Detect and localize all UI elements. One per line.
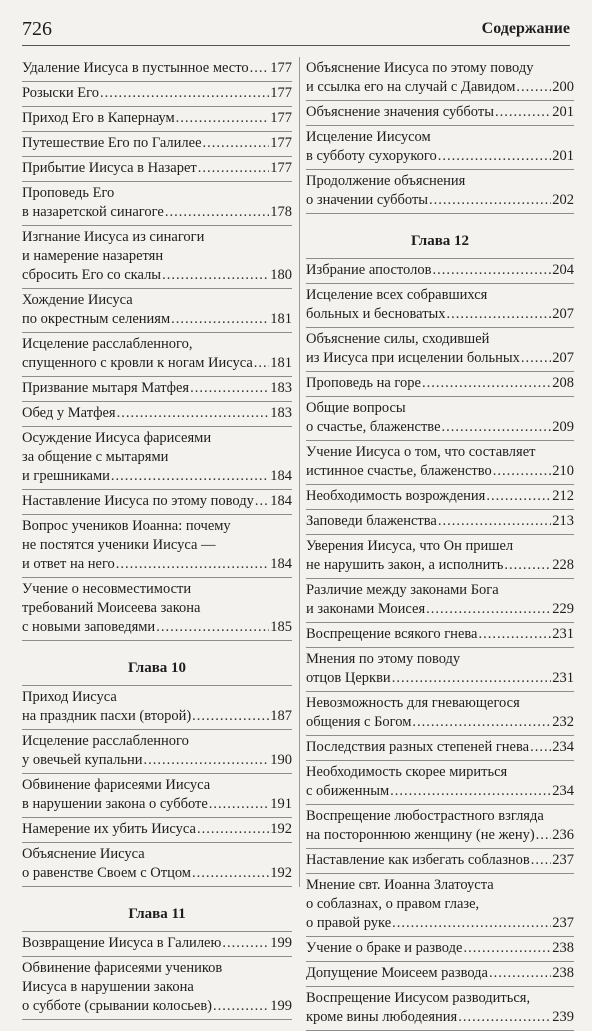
toc-entry-line: о соблазнах, о правом глазе, (306, 896, 480, 912)
dot-leader (197, 820, 269, 839)
toc-entry-line: Невозможность для гневающегося (306, 695, 520, 711)
toc-entry-line: у овечьей купальни (22, 752, 143, 768)
toc-page-number: 192 (270, 865, 292, 881)
toc-entry-line: с новыми заповедями (22, 619, 156, 635)
toc-entry-last-line (22, 134, 292, 153)
toc-entry-last-line (22, 618, 292, 637)
section-title: Содержание (481, 20, 570, 37)
toc-entry-line: и грешниками (22, 468, 110, 484)
toc-entry-line: Изгнание Иисуса из синагоги (22, 229, 205, 245)
toc-entry-last-line (306, 939, 574, 958)
toc-entry-line: требований Моисеева закона (22, 600, 201, 616)
dot-leader (392, 914, 551, 933)
chapter-heading: Глава 12 (306, 214, 574, 259)
dot-leader (516, 78, 551, 97)
dot-leader (458, 1008, 551, 1027)
toc-page-number: 212 (552, 488, 574, 504)
toc-page-number: 237 (552, 915, 574, 931)
toc-entry-line: Осуждение Иисуса фарисеями (22, 430, 212, 446)
toc-entry-line: Намерение их убить Иисуса (22, 821, 196, 837)
toc-entry-last-line (22, 404, 292, 423)
toc-entry (22, 843, 292, 887)
toc-entry (306, 962, 574, 987)
toc-entry-line: Прибытие Иисуса в Назарет (22, 160, 197, 176)
toc-entry (22, 333, 292, 377)
toc-entry-last-line (306, 261, 574, 280)
toc-entry-line: в субботу сухорукого (306, 148, 437, 164)
dot-leader (143, 751, 269, 770)
dot-leader (198, 159, 270, 178)
toc-entry-line: Хождение Иисуса (22, 292, 133, 308)
dot-leader (390, 782, 551, 801)
toc-page-number: 181 (270, 355, 292, 371)
toc-entry-line: с обиженным (306, 783, 390, 799)
toc-page-number: 208 (552, 375, 574, 391)
toc-page-number: 183 (270, 405, 292, 421)
toc-entry-last-line (306, 851, 574, 870)
toc-entry-line: Объяснение значения субботы (306, 104, 494, 120)
toc-entry-line: Уверения Иисуса, что Он пришел (306, 538, 514, 554)
toc-entry-line: Необходимость скорее мириться (306, 764, 508, 780)
toc-entry (306, 849, 574, 874)
toc-entry-line: о субботе (срывании колосьев) (22, 998, 213, 1014)
toc-entry (306, 736, 574, 761)
toc-page-number: 199 (270, 998, 292, 1014)
toc-entry (22, 226, 292, 289)
toc-page-number: 177 (270, 160, 292, 176)
toc-page-number: 191 (270, 796, 292, 812)
toc-entry (22, 957, 292, 1020)
dot-leader (495, 103, 551, 122)
header-rule (22, 45, 570, 46)
chapter-heading: Глава 10 (22, 641, 292, 686)
toc-page-number: 177 (270, 135, 292, 151)
toc-entry-line: истинное счастье, блаженство (306, 463, 492, 479)
dot-leader (117, 404, 270, 423)
toc-entry-line: и ссылка его на случай с Давидом (306, 79, 516, 95)
toc-entry-line: на постороннюю женщину (не жену) (306, 827, 535, 843)
toc-page-number: 231 (552, 670, 574, 686)
toc-entry-line: о равенстве Своем с Отцом (22, 865, 191, 881)
toc-entry (22, 730, 292, 774)
toc-entry (22, 932, 292, 957)
toc-entry (306, 874, 574, 937)
toc-page-number: 213 (552, 513, 574, 529)
toc-entry-line: не нарушить закон, а исполнить (306, 557, 504, 573)
toc-entry (22, 289, 292, 333)
toc-entry-line: Продолжение объяснения (306, 173, 466, 189)
toc-entry-line: Учение о браке и разводе (306, 940, 463, 956)
toc-entry-line: из Иисуса при исцелении больных (306, 350, 520, 366)
dot-leader (392, 669, 552, 688)
toc-entry-last-line (22, 820, 292, 839)
toc-right-column (306, 57, 574, 1031)
toc-entry (306, 485, 574, 510)
toc-entry (306, 328, 574, 372)
toc-entry-last-line (306, 625, 574, 644)
toc-entry-line: по окрестным селениям (22, 311, 171, 327)
toc-entry (22, 57, 292, 82)
toc-entry-line: за общение с мытарями (22, 449, 169, 465)
toc-entry-line: Приход Его в Капернаум (22, 110, 175, 126)
toc-entry-line: кроме вины любодеяния (306, 1009, 458, 1025)
toc-entry (306, 372, 574, 397)
toc-entry-last-line (306, 964, 574, 983)
dot-leader (530, 738, 551, 757)
dot-leader (426, 600, 551, 619)
toc-entry-last-line (306, 669, 574, 688)
toc-entry-last-line (306, 512, 574, 531)
dot-leader (255, 492, 269, 511)
toc-entry-line: Учение о несовместимости (22, 581, 192, 597)
dot-leader (203, 134, 270, 153)
toc-entry-line: Розыски Его (22, 85, 99, 101)
toc-entry-last-line (22, 59, 292, 78)
toc-entry (306, 101, 574, 126)
page-header (22, 14, 570, 44)
toc-page-number: 177 (270, 60, 292, 76)
toc-entry-line: Объяснение Иисуса по этому поводу (306, 60, 534, 76)
toc-page-number: 187 (270, 708, 292, 724)
toc-entry-last-line (306, 147, 574, 166)
toc-page-number: 231 (552, 626, 574, 642)
toc-page-number: 177 (270, 85, 292, 101)
toc-page-number: 229 (552, 601, 574, 617)
toc-entry-line: о правой руке (306, 915, 392, 931)
toc-page-number: 238 (552, 965, 574, 981)
toc-entry (306, 937, 574, 962)
toc-entry (22, 132, 292, 157)
dot-leader (156, 618, 269, 637)
toc-page-number: 234 (552, 783, 574, 799)
toc-entry-last-line (306, 826, 574, 845)
toc-entry-last-line (22, 159, 292, 178)
toc-entry-line: Воспрещение Иисусом разводиться, (306, 990, 531, 1006)
dot-leader (429, 191, 551, 210)
toc-entry-last-line (22, 354, 292, 373)
toc-entry-line: Учение Иисуса о том, что составляет (306, 444, 536, 460)
toc-entry (22, 182, 292, 226)
toc-entry-last-line (22, 467, 292, 486)
toc-entry-line: и намерение назаретян (22, 248, 164, 264)
toc-entry (22, 774, 292, 818)
toc-entry-last-line (22, 997, 292, 1016)
toc-entry (306, 623, 574, 648)
toc-entry-line: Наставление как избегать соблазнов (306, 852, 530, 868)
toc-entry-last-line (306, 782, 574, 801)
toc-entry (306, 987, 574, 1031)
toc-page-number: 201 (552, 148, 574, 164)
toc-entry-line: Проповедь на горе (306, 375, 421, 391)
toc-page-number: 201 (552, 104, 574, 120)
toc-page-number: 236 (552, 827, 574, 843)
toc-entry (22, 377, 292, 402)
dot-leader (250, 59, 270, 78)
dot-leader (521, 349, 551, 368)
toc-entry-last-line (22, 555, 292, 574)
toc-entry (306, 805, 574, 849)
toc-entry-line: Обвинение фарисеями Иисуса (22, 777, 211, 793)
page-number: 726 (22, 17, 52, 40)
toc-entry (22, 107, 292, 132)
toc-entry-last-line (306, 713, 574, 732)
toc-page-number: 238 (552, 940, 574, 956)
toc-entry-line: Избрание апостолов (306, 262, 432, 278)
toc-entry-last-line (22, 84, 292, 103)
toc-entry (22, 157, 292, 182)
toc-entry-last-line (22, 864, 292, 883)
dot-leader (432, 261, 551, 280)
toc-entry-line: спущенного с кровли к ногам Иисуса (22, 355, 253, 371)
toc-entry-last-line (306, 600, 574, 619)
toc-entry-line: о счастье, блаженстве (306, 419, 441, 435)
toc-entry-last-line (306, 487, 574, 506)
toc-entry (22, 578, 292, 641)
dot-leader (171, 310, 269, 329)
toc-entry-last-line (306, 103, 574, 122)
dot-leader (222, 934, 269, 953)
dot-leader (531, 851, 551, 870)
toc-entry-line: Проповедь Его (22, 185, 115, 201)
toc-entry-line: Наставление Иисуса по этому поводу (22, 493, 254, 509)
toc-entry-last-line (306, 191, 574, 210)
dot-leader (486, 487, 551, 506)
toc-entry-line: Воспрещение всякого гнева (306, 626, 478, 642)
toc-entry-line: Исцеление расслабленного (22, 733, 189, 749)
toc-page-number: 192 (270, 821, 292, 837)
toc-entry-last-line (306, 418, 574, 437)
toc-page-number: 207 (552, 306, 574, 322)
toc-entry-line: сбросить Его со скалы (22, 267, 162, 283)
toc-entry (306, 284, 574, 328)
toc-page-number: 184 (270, 493, 292, 509)
dot-leader (209, 795, 269, 814)
toc-entry (306, 579, 574, 623)
dot-leader (412, 713, 551, 732)
toc-entry-line: Мнения по этому поводу (306, 651, 461, 667)
toc-entry-line: Мнение свт. Иоанна Златоуста (306, 877, 494, 893)
toc-entry-line: Воспрещение любострастного взгляда (306, 808, 544, 824)
dot-leader (100, 84, 269, 103)
toc-entry (306, 397, 574, 441)
toc-entry-last-line (22, 934, 292, 953)
toc-page-number: 210 (552, 463, 574, 479)
toc-left-column (22, 57, 292, 1020)
dot-leader (447, 305, 552, 324)
toc-entry-last-line (306, 1008, 574, 1027)
toc-page-number: 178 (270, 204, 292, 220)
toc-entry-line: Обвинение фарисеями учеников (22, 960, 223, 976)
toc-entry (306, 170, 574, 214)
dot-leader (192, 707, 269, 726)
toc-entry-last-line (22, 203, 292, 222)
dot-leader (478, 625, 551, 644)
dot-leader (438, 147, 551, 166)
toc-entry (22, 402, 292, 427)
toc-entry (306, 57, 574, 101)
toc-entry-last-line (306, 738, 574, 757)
toc-page-number: 177 (270, 110, 292, 126)
toc-page-number: 204 (552, 262, 574, 278)
dot-leader (190, 379, 269, 398)
toc-page-number: 209 (552, 419, 574, 435)
toc-entry-line: на праздник пасхи (второй) (22, 708, 192, 724)
toc-entry-line: Приход Иисуса (22, 689, 117, 705)
toc-entry-line: общения с Богом (306, 714, 412, 730)
dot-leader (162, 266, 269, 285)
toc-entry (306, 259, 574, 284)
toc-entry-last-line (22, 492, 292, 511)
toc-entry-last-line (22, 310, 292, 329)
toc-entry-line: Возвращение Иисуса в Галилею (22, 935, 222, 951)
dot-leader (165, 203, 269, 222)
toc-entry-line: Последствия разных степеней гнева (306, 739, 530, 755)
toc-page-number: 228 (552, 557, 574, 573)
toc-entry-line: Исцеление всех собравшихся (306, 287, 488, 303)
toc-page-number: 200 (552, 79, 574, 95)
toc-entry-line: и законами Моисея (306, 601, 426, 617)
dot-leader (176, 109, 270, 128)
dot-leader (442, 418, 552, 437)
toc-entry-last-line (306, 374, 574, 393)
toc-entry (306, 441, 574, 485)
toc-page-number: 239 (552, 1009, 574, 1025)
toc-entry-last-line (306, 305, 574, 324)
toc-page-number: 237 (552, 852, 574, 868)
toc-page-number: 234 (552, 739, 574, 755)
toc-entry (306, 692, 574, 736)
toc-entry-last-line (22, 109, 292, 128)
toc-entry-line: Заповеди блаженства (306, 513, 437, 529)
toc-page-number: 202 (552, 192, 574, 208)
dot-leader (422, 374, 551, 393)
toc-entry-last-line (306, 914, 574, 933)
toc-entry-last-line (306, 78, 574, 97)
toc-entry-last-line (22, 795, 292, 814)
toc-entry (22, 686, 292, 730)
toc-entry-line: Необходимость возрождения (306, 488, 486, 504)
toc-entry-line: о значении субботы (306, 192, 429, 208)
toc-entry-last-line (22, 751, 292, 770)
toc-entry-last-line (22, 707, 292, 726)
toc-entry-line: Удаление Иисуса в пустынное место (22, 60, 249, 76)
toc-entry-line: Призвание мытаря Матфея (22, 380, 190, 396)
toc-entry-last-line (306, 556, 574, 575)
toc-entry-line: Исцеление Иисусом (306, 129, 431, 145)
toc-entry-line: Допущение Моисеем развода (306, 965, 488, 981)
toc-entry-last-line (22, 379, 292, 398)
toc-entry-last-line (22, 266, 292, 285)
toc-entry (306, 648, 574, 692)
toc-entry (306, 761, 574, 805)
dot-leader (254, 354, 269, 373)
toc-entry-line: в назаретской синагоге (22, 204, 164, 220)
toc-entry (306, 510, 574, 535)
toc-entry-line: Обед у Матфея (22, 405, 116, 421)
dot-leader (213, 997, 269, 1016)
toc-entry (22, 82, 292, 107)
dot-leader (192, 864, 269, 883)
toc-entry (22, 427, 292, 490)
chapter-heading: Глава 11 (22, 887, 292, 932)
toc-page-number: 190 (270, 752, 292, 768)
dot-leader (536, 826, 552, 845)
toc-entry-line: и ответ на него (22, 556, 115, 572)
toc-page-number: 199 (270, 935, 292, 951)
dot-leader (489, 964, 551, 983)
dot-leader (493, 462, 552, 481)
toc-entry-line: Иисуса в нарушении закона (22, 979, 194, 995)
toc-entry-line: Вопрос учеников Иоанна: почему (22, 518, 231, 534)
toc-entry (22, 515, 292, 578)
toc-page-number: 183 (270, 380, 292, 396)
toc-page-number: 207 (552, 350, 574, 366)
toc-entry-line: в нарушении закона о субботе (22, 796, 208, 812)
toc-entry-line: не постятся ученики Иисуса — (22, 537, 216, 553)
dot-leader (463, 939, 551, 958)
toc-entry-last-line (306, 349, 574, 368)
toc-entry-last-line (306, 462, 574, 481)
toc-entry-line: Различие между законами Бога (306, 582, 499, 598)
toc-page-number: 184 (270, 468, 292, 484)
toc-entry (22, 490, 292, 515)
toc-page-number: 181 (270, 311, 292, 327)
toc-page-number: 232 (552, 714, 574, 730)
toc-entry (306, 535, 574, 579)
toc-page-number: 180 (270, 267, 292, 283)
toc-entry-line: Объяснение силы, сходившей (306, 331, 490, 347)
toc-page-number: 184 (270, 556, 292, 572)
toc-entry-line: Путешествие Его по Галилее (22, 135, 202, 151)
dot-leader (111, 467, 269, 486)
dot-leader (504, 556, 551, 575)
toc-entry (22, 818, 292, 843)
toc-entry-line: Объяснение Иисуса (22, 846, 145, 862)
dot-leader (438, 512, 551, 531)
dot-leader (116, 555, 269, 574)
toc-entry (306, 126, 574, 170)
toc-entry-line: Исцеление расслабленного, (22, 336, 193, 352)
toc-entry-line: отцов Церкви (306, 670, 391, 686)
toc-page-number: 185 (270, 619, 292, 635)
toc-entry-line: больных и бесноватых (306, 306, 446, 322)
toc-entry-line: Общие вопросы (306, 400, 406, 416)
